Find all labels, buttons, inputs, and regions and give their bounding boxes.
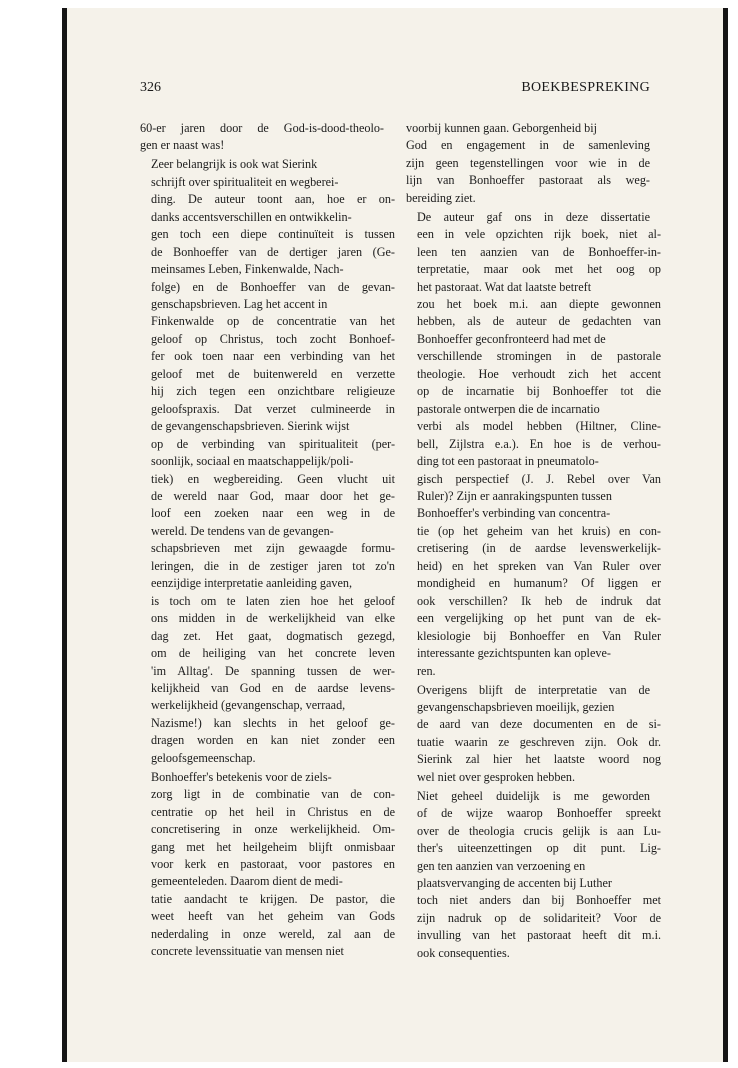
text-line: ren. <box>417 663 436 678</box>
text-line: Nazisme!) kan slechts in het geloof ge- <box>151 715 395 730</box>
text-line: theologie. Hoe verhoudt zich het accent <box>417 366 661 381</box>
text-line: over de theologia crucis gelijk is aan Lu- <box>417 823 661 838</box>
text-line: zijn geen tegenstellingen voor wie in de <box>406 155 650 170</box>
text-line: terpretatie, maar ook met het oog op <box>417 262 661 277</box>
text-line: God en engagement in de samenleving <box>406 138 650 153</box>
text-line: op de verbinding van spiritualiteit (per- <box>151 436 395 451</box>
text-line: 60-er jaren door de God-is-dood-theolo- <box>140 121 384 135</box>
text-line: hebben, als de auteur de gedachten van <box>417 314 661 329</box>
text-line: eenzijdige interpretatie aanleiding gaven, <box>151 576 352 591</box>
text-line: kelijkheid van God en de aardse levens- <box>151 681 395 695</box>
text-line: meinsames Leben, Finkenwalde, Nach- <box>151 262 344 277</box>
text-line: lijn van Bonhoeffer pastoraat als weg- <box>406 173 650 188</box>
text-line: zorg ligt in de combinatie van de con- <box>151 787 395 802</box>
text-line: soonlijk, sociaal en maatschappelijk/poli- <box>151 454 354 469</box>
text-line: Sierink zal hier het laatste woord nog <box>417 752 661 767</box>
text-line: verschillende stromingen in de pastorale <box>417 349 661 364</box>
text-line: Bonhoeffer's verbinding van concentra- <box>417 506 611 521</box>
text-line: leringen, die in de zestiger jaren tot zo'n <box>151 558 395 573</box>
text-line: nederdaling in onze wereld, zal aan de <box>151 926 395 941</box>
text-line: 'im Alltag'. De spanning tussen de wer- <box>151 663 395 678</box>
text-line: werkelijkheid (gevangenschap, verraad, <box>151 698 346 713</box>
text-line: tatie aandacht te krijgen. De pastor, die <box>151 891 395 906</box>
text-line: tie (op het geheim van het kruis) en con- <box>417 523 661 538</box>
text-line: op de incarnatie bij Bonhoeffer tot die <box>417 384 661 399</box>
text-line: Niet geheel duidelijk is me geworden <box>417 788 650 803</box>
text-line: schapsbrieven met zijn gewaagde formu- <box>151 541 395 556</box>
text-line: loof een zoeken naar een weg in de <box>151 506 395 521</box>
text-line: voor kerk en pastoraat, voor pastores en <box>151 857 395 872</box>
text-line: ons midden in de werkelijkheid van elke <box>151 611 395 626</box>
text-line: de wereld naar God, maar door het ge- <box>151 489 395 504</box>
page-number: 326 <box>140 80 161 95</box>
text-line: gen toch een diepe continuïteit is tussen <box>151 227 395 242</box>
text-line: leen ten aanzien van de Bonhoeffer-in- <box>417 244 661 259</box>
text-line: Overigens blijft de interpretatie van de <box>417 682 650 697</box>
text-line: wel niet over gesproken hebben. <box>417 769 576 784</box>
text-line: centratie op het heil in Christus en de <box>151 804 395 819</box>
text-line: voorbij kunnen gaan. Geborgenheid bij <box>406 121 598 135</box>
text-line: om de heiliging van het concrete leven <box>151 646 395 661</box>
text-line: Bonhoeffer's betekenis voor de ziels- <box>151 769 332 784</box>
left-column <box>140 120 395 962</box>
text-line: of de wijze waarop Bonhoeffer spreekt <box>417 806 661 821</box>
text-line: ther's uiteenzettingen op dit punt. Lig- <box>417 841 661 856</box>
paragraph <box>406 788 661 963</box>
text-line: Bonhoeffer geconfronteerd had met de <box>417 331 606 346</box>
text-line: toch niet anders dan bij Bonhoeffer met <box>417 893 661 908</box>
text-line: heid) en het spreken van Van Ruler over <box>417 558 661 573</box>
text-line: gang met het heilgeheim blijft onmisbaar <box>151 839 395 854</box>
text-line: concrete levenssituatie van mensen niet <box>151 944 344 959</box>
paragraph <box>140 120 384 155</box>
text-line: folge) en de Bonhoeffer van de gevan- <box>151 279 395 294</box>
text-line: Finkenwalde op de concentratie van het <box>151 314 395 329</box>
text-line: gemeenteleden. Daarom dient de medi- <box>151 874 343 889</box>
paragraph <box>406 120 650 207</box>
text-line: cretisering (in de aardse levenswerkelijk- <box>417 541 661 556</box>
text-line: de gevangenschapsbrieven. Sierink wijst <box>151 419 350 434</box>
text-line: gevangenschapsbrieven moeilijk, gezien <box>417 699 615 714</box>
page-header <box>136 80 650 102</box>
text-line: gisch perspectief (J. J. Rebel over Van <box>417 471 661 486</box>
text-line: geloof met de buitenwereld en verzette <box>151 366 395 381</box>
text-line: weet heeft van het geheim van Gods <box>151 909 395 924</box>
text-line: ding tot een pastoraat in pneumatolo- <box>417 454 599 469</box>
text-line: bell, Zijlstra e.a.). En hoe is de verhou- <box>417 436 661 451</box>
text-line: ding. De auteur toont aan, hoe er on- <box>151 192 395 207</box>
text-line: ook consequenties. <box>417 945 510 960</box>
text-line: pastorale ontwerpen die de incarnatio <box>417 401 600 416</box>
text-line: is toch om te laten zien hoe het geloof <box>151 593 395 608</box>
paragraph <box>140 156 395 767</box>
text-line: hij zich tegen een onzichtbare religieuze <box>151 384 395 399</box>
text-line: ook verschillen? Ik heb de indruk dat <box>417 593 661 608</box>
text-line: dag zet. Het gaat, dogmatisch gezegd, <box>151 628 395 643</box>
text-line: geloofsgemeenschap. <box>151 750 256 765</box>
text-line: bereiding ziet. <box>406 190 476 205</box>
text-line: een vergelijking op het punt van de ek- <box>417 611 661 626</box>
text-line: genschapsbrieven. Lag het accent in <box>151 297 328 312</box>
text-line: concretisering in onze werkelijkheid. Om- <box>151 822 395 837</box>
paragraph <box>406 209 661 680</box>
text-line: klesiologie bij Bonhoeffer en Van Ruler <box>417 628 661 643</box>
text-line: mondigheid en humanum? Of liggen er <box>417 576 661 591</box>
text-line: verbi als model hebben (Hiltner, Cline- <box>417 419 661 434</box>
text-line: invulling van het pastoraat heeft dit m.i. <box>417 928 661 943</box>
text-line: zijn nadruk op de solidariteit? Voor de <box>417 910 661 925</box>
text-line: danks accentsverschillen en ontwikkelin- <box>151 209 352 224</box>
text-line: zou het boek m.i. aan diepte gewonnen <box>417 297 661 312</box>
text-line: tuatie waarin ze geschreven zijn. Ook dr. <box>417 734 661 749</box>
text-line: plaatsvervanging de accenten bij Luther <box>417 875 612 890</box>
text-line: een in vele opzichten rijk boek, niet al- <box>417 227 661 242</box>
text-line: De auteur gaf ons in deze dissertatie <box>417 209 650 224</box>
right-column <box>406 120 661 964</box>
paragraph <box>140 769 395 961</box>
paragraph <box>406 682 661 787</box>
text-line: geloof op Christus, toch zocht Bonhoef- <box>151 331 395 346</box>
text-line: de Bonhoeffer van de dertiger jaren (Ge- <box>151 244 395 259</box>
text-line: Ruler)? Zijn er aanrakingspunten tussen <box>417 489 612 504</box>
text-line: interessante gezichtspunten kan opleve- <box>417 646 611 661</box>
text-line: Zeer belangrijk is ook wat Sierink <box>151 157 318 172</box>
text-line: de aard van deze documenten en de si- <box>417 717 661 732</box>
text-line: fer ook toen naar een verbinding van het <box>151 349 395 364</box>
running-head: BOEKBESPREKING <box>521 80 650 95</box>
text-line: tiek) en wegbereiding. Geen vlucht uit <box>151 471 395 486</box>
text-line: dragen worden en kan niet zonder een <box>151 733 395 748</box>
text-line: gen ten aanzien van verzoening en <box>417 858 586 873</box>
text-line: gen er naast was! <box>140 138 225 153</box>
text-line: schrijft over spiritualiteit en wegberei- <box>151 174 339 189</box>
text-line: wereld. De tendens van de gevangen- <box>151 523 334 538</box>
text-line: geloofspraxis. Dat verzet culmineerde in <box>151 401 395 416</box>
text-line: het pastoraat. Wat dat laatste betreft <box>417 279 592 294</box>
